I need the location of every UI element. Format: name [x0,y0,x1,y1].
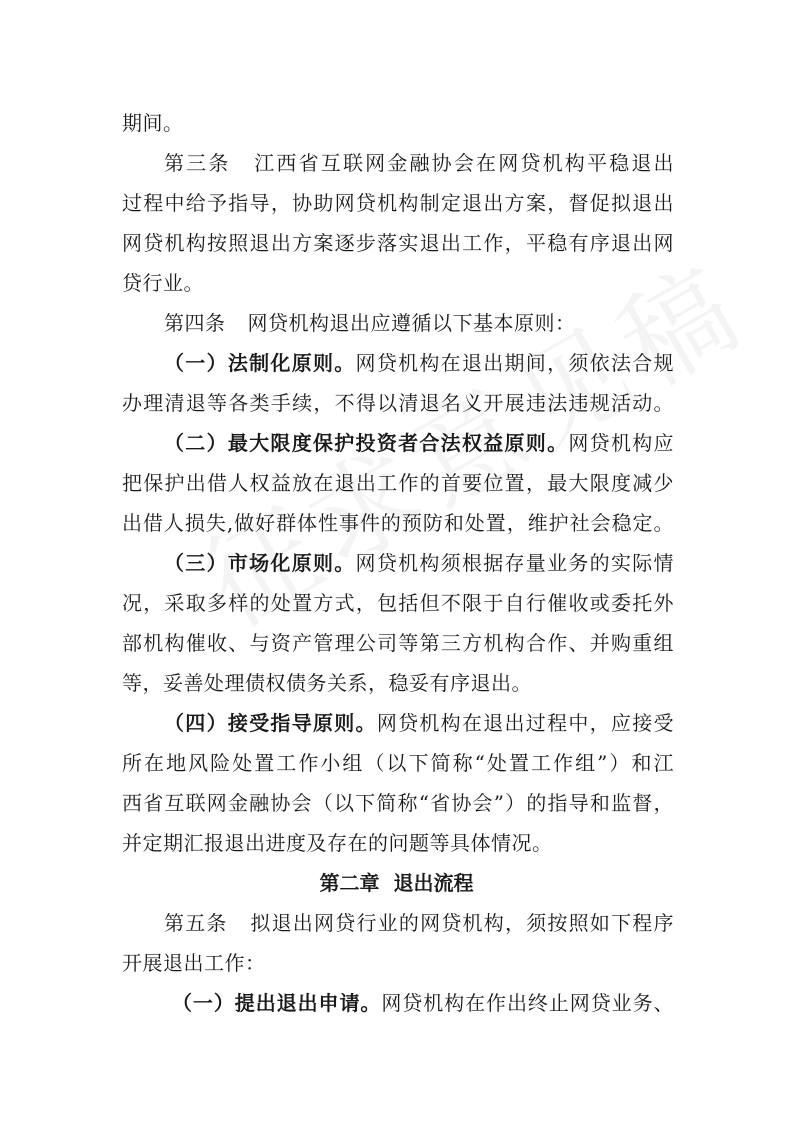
principle-1-line: （一）法制化原则。网贷机构在退出期间，须依法合规 [164,351,675,375]
article-3-line: 第三条 江西省互联网金融协会在网贷机构平稳退出 [164,151,675,175]
text-line: 况，采取多样的处置方式，包括但不限于自行催收或委托外 [122,591,674,615]
step-1-line: （一）提出退出申请。网贷机构在作出终止网贷业务、 [172,991,675,1015]
principle-3-line: （三）市场化原则。网贷机构须根据存量业务的实际情 [164,551,675,575]
text-line: 办理清退等各类手续，不得以清退名义开展违法违规活动。 [122,391,674,415]
article-4-line: 第四条 网贷机构退出应遵循以下基本原则： [164,311,576,335]
text-line: 出借人损失,做好群体性事件的预防和处置，维护社会稳定。 [122,511,674,535]
step-title: （一）提出退出申请。 [172,991,382,1015]
text-line: 把保护出借人权益放在退出工作的首要位置，最大限度减少 [122,471,674,495]
text-line: 网贷机构按照退出方案逐步落实退出工作，平稳有序退出网 [122,231,674,255]
principle-title: （三）市场化原则。 [164,551,356,575]
principle-title: （一）法制化原则。 [164,351,356,375]
article-number: 第四条 [164,311,226,335]
principle-title: （二）最大限度保护投资者合法权益原则。 [164,431,569,455]
article-5-line: 第五条 拟退出网贷行业的网贷机构，须按照如下程序 [164,911,675,935]
article-number: 第三条 [164,151,231,175]
article-number: 第五条 [164,911,228,935]
text-line: 西省互联网金融协会（以下简称“省协会”）的指导和监督， [122,791,674,815]
chapter-heading: 第二章 退出流程 [319,871,474,895]
text-line: 期间。 [122,111,184,135]
text-line: 过程中给予指导，协助网贷机构制定退出方案，督促拟退出 [122,191,674,215]
principle-2-line: （二）最大限度保护投资者合法权益原则。网贷机构应 [164,431,675,455]
text-line: 等，妥善处理债权债务关系，稳妥有序退出。 [122,671,532,695]
principle-4-line: （四）接受指导原则。网贷机构在退出过程中，应接受 [164,711,675,735]
text-line: 开展退出工作： [122,951,266,975]
text-line: 并定期汇报退出进度及存在的问题等具体情况。 [122,831,553,855]
text-line: 部机构催收、与资产管理公司等第三方机构合作、并购重组 [122,631,674,655]
principle-title: （四）接受指导原则。 [164,711,377,735]
text-line: 所在地风险处置工作小组（以下简称“处置工作组”）和江 [122,751,674,775]
text-line: 贷行业。 [122,271,204,295]
